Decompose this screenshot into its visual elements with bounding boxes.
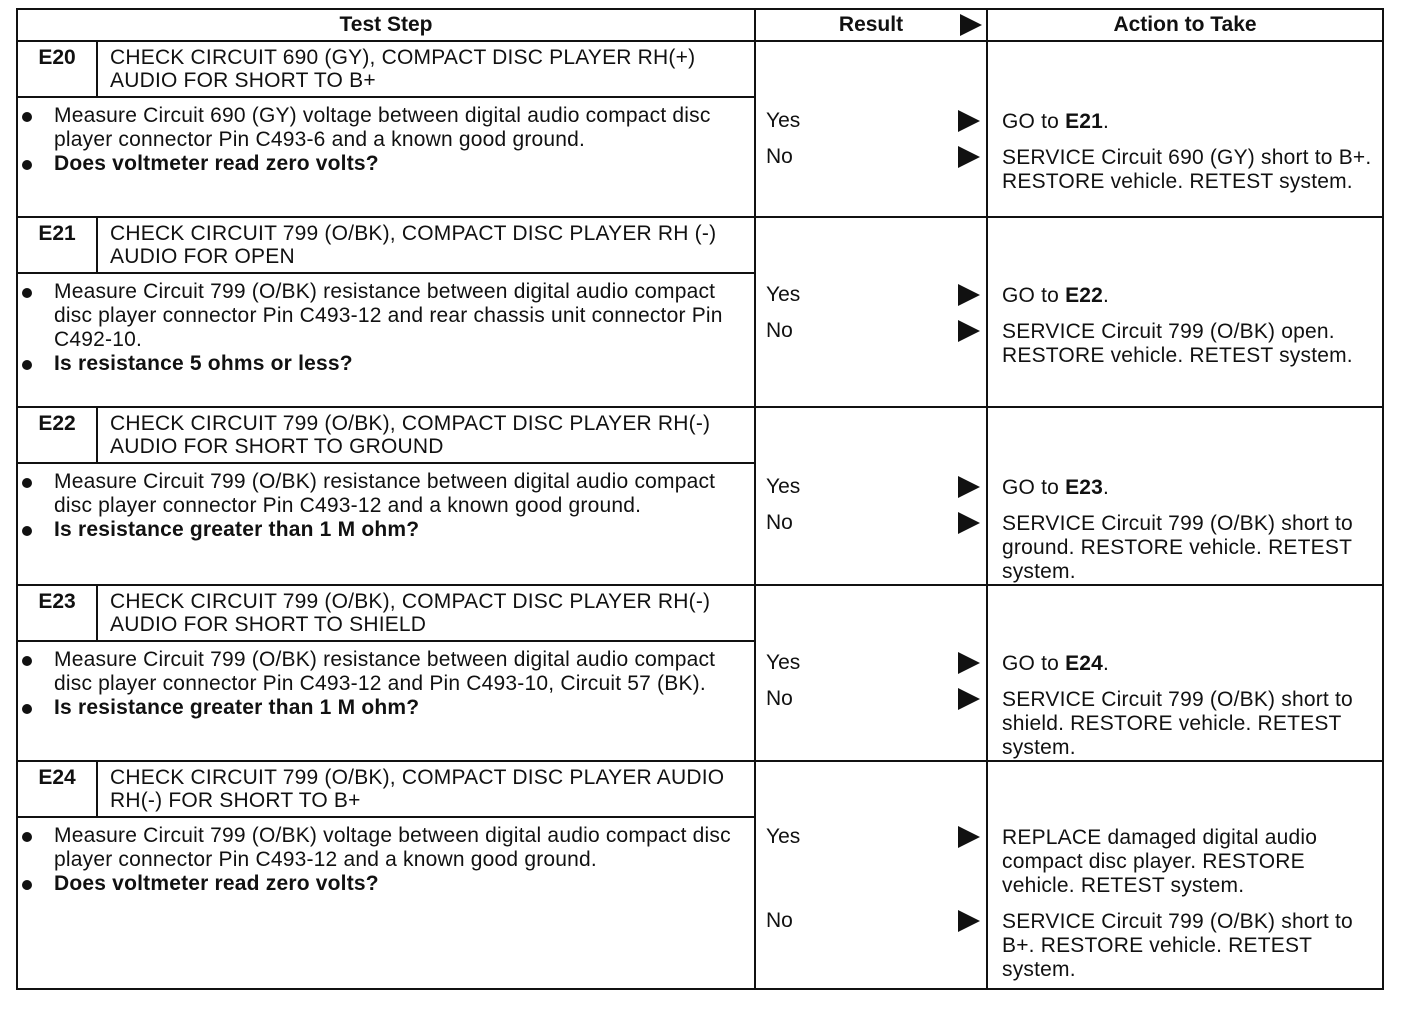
action-text-main: GO to (1002, 476, 1066, 499)
step-heading (18, 42, 754, 98)
step-heading (18, 218, 754, 274)
action-text (1002, 512, 1376, 584)
result-label: No (766, 319, 793, 342)
action-text (1002, 652, 1376, 676)
action-text-main: GO to (1002, 284, 1066, 307)
result-label: Yes (766, 651, 801, 674)
step-body (18, 98, 754, 182)
result-cell (755, 217, 987, 407)
step-question: Is resistance 5 ohms or less? (54, 352, 746, 376)
result-no (766, 144, 980, 170)
result-no (766, 686, 980, 712)
result-cell (755, 761, 987, 989)
right-triangle-icon (960, 14, 982, 36)
header-result-label: Result (838, 13, 904, 36)
step-id: E24 (18, 762, 97, 817)
step-title: CHECK CIRCUIT 799 (O/BK), COMPACT DISC PLAYER RH(-) AUDIO FOR SHORT TO GROUND (110, 412, 711, 458)
result-label: Yes (766, 109, 801, 132)
right-triangle-icon (958, 826, 980, 848)
action-text-suffix: . (1103, 652, 1110, 675)
step-question: Does voltmeter read zero volts? (54, 872, 746, 896)
header-result (755, 9, 987, 41)
result-yes (766, 650, 980, 676)
action-cell (987, 41, 1383, 217)
step-question: Is resistance greater than 1 M ohm? (54, 518, 746, 542)
action-cell (987, 761, 1383, 989)
header-action-label: Action to Take (1113, 13, 1257, 36)
step-heading (18, 586, 754, 642)
right-triangle-icon (958, 320, 980, 342)
result-label: Yes (766, 475, 801, 498)
result-label: No (766, 511, 793, 534)
result-yes (766, 282, 980, 308)
action-text-suffix: . (1103, 110, 1110, 133)
action-text-main: SERVICE Circuit 799 (O/BK) open. RESTORE vehicle. RETEST system. (1002, 320, 1353, 367)
action-text-suffix: . (1103, 284, 1110, 307)
table-row (17, 585, 1383, 761)
table-row (17, 407, 1383, 585)
step-heading (18, 762, 754, 818)
step-heading (18, 408, 754, 464)
action-cell (987, 407, 1383, 585)
diagnostic-procedure-sheet (16, 8, 1382, 1004)
table-row (17, 217, 1383, 407)
action-text-main: SERVICE Circuit 799 (O/BK) short to ground. RESTORE vehicle. RETEST system. (1002, 512, 1353, 583)
action-text (1002, 476, 1376, 500)
right-triangle-icon (958, 512, 980, 534)
result-cell (755, 41, 987, 217)
action-step-ref: E21 (1065, 110, 1104, 133)
action-text (1002, 110, 1376, 134)
step-instruction: Measure Circuit 799 (O/BK) voltage between digital audio compact disc player connector Pin C493-12 and a known good ground. (54, 824, 746, 872)
step-body (18, 274, 754, 382)
action-text-main: SERVICE Circuit 799 (O/BK) short to shield. RESTORE vehicle. RETEST system. (1002, 688, 1353, 759)
action-cell (987, 585, 1383, 761)
step-instruction: Measure Circuit 799 (O/BK) resistance between digital audio compact disc player connector Pin C493-12 and rear chassis unit connector Pin C492-10. (54, 280, 746, 352)
action-text (1002, 826, 1376, 898)
result-no (766, 908, 980, 934)
step-body (18, 464, 754, 548)
test-step-cell (17, 761, 755, 989)
action-text (1002, 146, 1376, 194)
step-id: E22 (18, 408, 97, 463)
action-text (1002, 688, 1376, 760)
result-no (766, 318, 980, 344)
result-label: Yes (766, 283, 801, 306)
step-id: E20 (18, 42, 97, 97)
step-id: E21 (18, 218, 97, 273)
right-triangle-icon (958, 476, 980, 498)
header-test-step (17, 9, 755, 41)
result-no (766, 510, 980, 536)
right-triangle-icon (958, 146, 980, 168)
action-cell (987, 217, 1383, 407)
step-body (18, 642, 754, 726)
header-test-step-label: Test Step (339, 13, 433, 36)
action-text (1002, 284, 1376, 308)
step-title: CHECK CIRCUIT 799 (O/BK), COMPACT DISC PLAYER AUDIO RH(-) FOR SHORT TO B+ (110, 766, 725, 812)
test-procedure-table (16, 8, 1384, 990)
action-text-main: SERVICE Circuit 799 (O/BK) short to B+. RESTORE vehicle. RETEST system. (1002, 910, 1353, 981)
result-yes (766, 108, 980, 134)
step-instruction: Measure Circuit 799 (O/BK) resistance between digital audio compact disc player connector Pin C493-12 and Pin C493-10, Circuit 57 (BK). (54, 648, 746, 696)
action-text-main: GO to (1002, 652, 1066, 675)
step-question: Is resistance greater than 1 M ohm? (54, 696, 746, 720)
right-triangle-icon (958, 910, 980, 932)
table-row (17, 761, 1383, 989)
result-cell (755, 407, 987, 585)
action-text-main: GO to (1002, 110, 1066, 133)
result-label: Yes (766, 825, 801, 848)
right-triangle-icon (958, 110, 980, 132)
action-text-main: SERVICE Circuit 690 (GY) short to B+. RESTORE vehicle. RETEST system. (1002, 146, 1372, 193)
step-body (18, 818, 754, 902)
result-label: No (766, 145, 793, 168)
step-instruction: Measure Circuit 690 (GY) voltage between digital audio compact disc player connector Pin C493-6 and a known good ground. (54, 104, 746, 152)
right-triangle-icon (958, 284, 980, 306)
result-yes (766, 824, 980, 850)
test-step-cell (17, 585, 755, 761)
action-step-ref: E23 (1065, 476, 1104, 499)
test-step-cell (17, 407, 755, 585)
action-step-ref: E24 (1065, 652, 1104, 675)
step-title: CHECK CIRCUIT 690 (GY), COMPACT DISC PLAYER RH(+) AUDIO FOR SHORT TO B+ (110, 46, 696, 92)
action-text (1002, 910, 1376, 982)
test-step-cell (17, 41, 755, 217)
right-triangle-icon (958, 688, 980, 710)
table-row (17, 41, 1383, 217)
action-step-ref: E22 (1065, 284, 1104, 307)
result-cell (755, 585, 987, 761)
action-text (1002, 320, 1376, 368)
right-triangle-icon (958, 652, 980, 674)
step-instruction: Measure Circuit 799 (O/BK) resistance between digital audio compact disc player connector Pin C493-12 and a known good ground. (54, 470, 746, 518)
header-action (987, 9, 1383, 41)
action-text-suffix: . (1103, 476, 1110, 499)
table-header-row (17, 9, 1383, 41)
step-title: CHECK CIRCUIT 799 (O/BK), COMPACT DISC PLAYER RH(-) AUDIO FOR SHORT TO SHIELD (110, 590, 711, 636)
step-title: CHECK CIRCUIT 799 (O/BK), COMPACT DISC PLAYER RH (-) AUDIO FOR OPEN (110, 222, 717, 268)
result-label: No (766, 909, 793, 932)
result-label: No (766, 687, 793, 710)
result-yes (766, 474, 980, 500)
test-step-cell (17, 217, 755, 407)
action-text-main: REPLACE damaged digital audio compact disc player. RESTORE vehicle. RETEST system. (1002, 826, 1318, 897)
step-id: E23 (18, 586, 97, 641)
step-question: Does voltmeter read zero volts? (54, 152, 746, 176)
